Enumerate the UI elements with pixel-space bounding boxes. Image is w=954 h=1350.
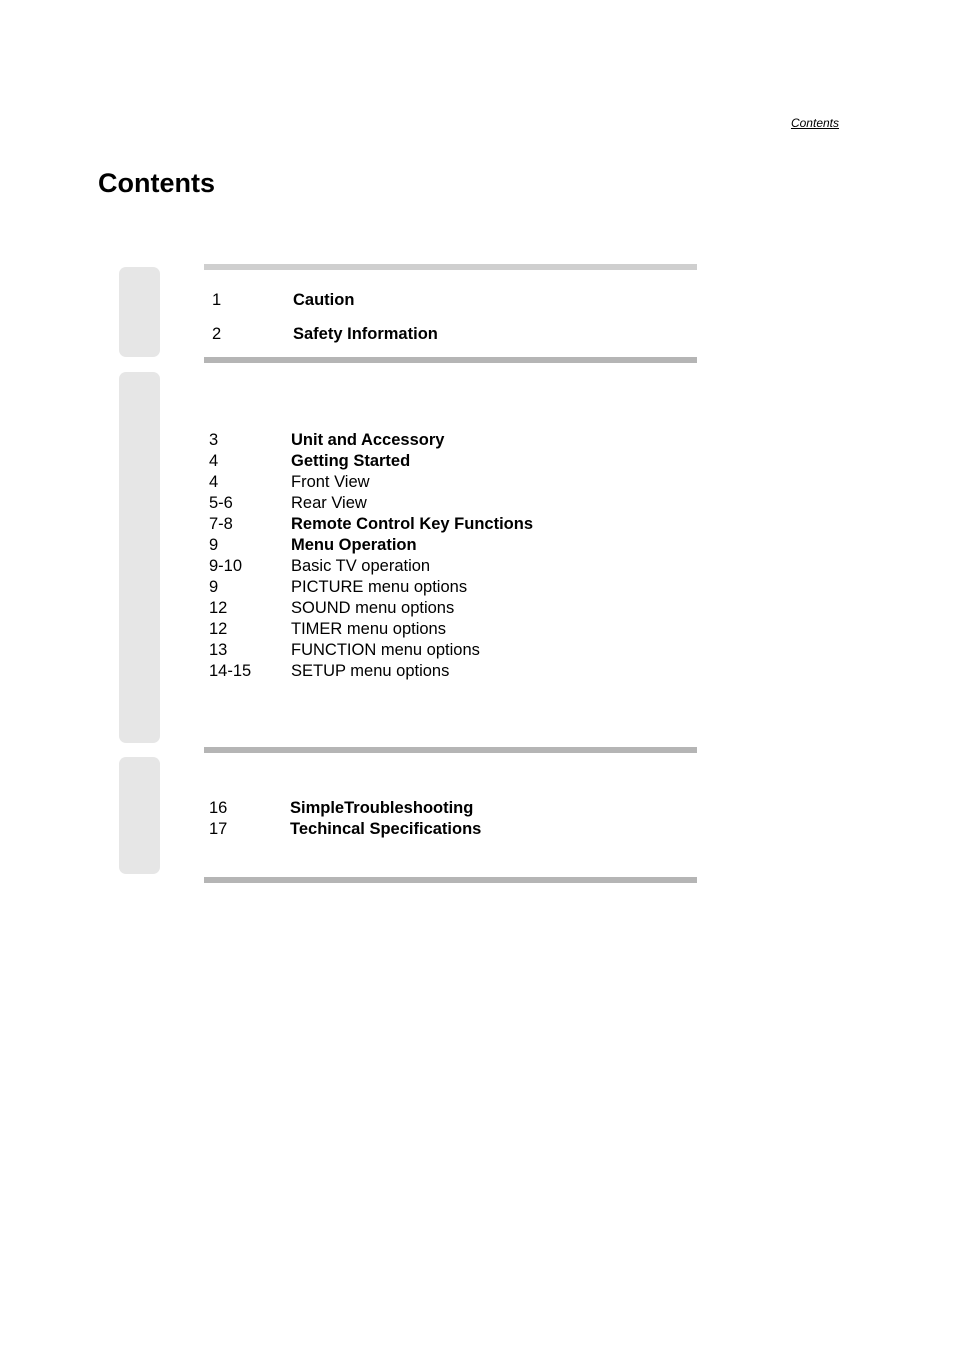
toc-entry-page: 9 (209, 578, 219, 596)
section-tab-2 (119, 372, 160, 743)
toc-entry-page: 3 (209, 431, 219, 449)
toc-entry-title: PICTURE menu options (291, 578, 468, 596)
section-rule-1 (204, 357, 697, 363)
toc-entry-title: Getting Started (291, 452, 411, 470)
page-title: Contents (98, 168, 215, 198)
toc-entry-title: TIMER menu options (291, 620, 446, 638)
toc-entry-title: Rear View (291, 494, 367, 512)
toc-entry-title: Techincal Specifications (290, 820, 482, 838)
toc-entry-page: 17 (209, 820, 228, 838)
toc-entry-title: FUNCTION menu options (291, 641, 480, 659)
toc-entry-page: 12 (209, 599, 228, 617)
toc-entry-page: 1 (212, 291, 222, 309)
toc-entry-title: SETUP menu options (291, 662, 450, 680)
toc-entry-title: Basic TV operation (291, 557, 431, 575)
toc-entry-title: Menu Operation (291, 536, 417, 554)
toc-entry-page: 16 (209, 799, 228, 817)
section-tab-1 (119, 267, 160, 357)
toc-entry-title: Remote Control Key Functions (291, 515, 534, 533)
toc-entry-page: 7-8 (209, 515, 233, 533)
toc-entry-page: 13 (209, 641, 228, 659)
toc-entry-page: 4 (209, 473, 219, 491)
toc-entry-title: Caution (293, 291, 355, 309)
toc-entry-page: 5-6 (209, 494, 233, 512)
toc-entry-title: SOUND menu options (291, 599, 455, 617)
section-tab-3 (119, 757, 160, 874)
toc-entry-page: 12 (209, 620, 228, 638)
section-rule-bottom (204, 877, 697, 883)
section-rule-top (204, 264, 697, 270)
running-header: Contents (790, 116, 839, 130)
toc-entry-page: 9-10 (209, 557, 243, 575)
toc-entry-page: 4 (209, 452, 219, 470)
toc-entry-title: Safety Information (293, 325, 438, 343)
toc-entry-title: SimpleTroubleshooting (290, 799, 474, 817)
toc-entry-page: 2 (212, 325, 222, 343)
toc-entry-title: Front View (291, 473, 370, 491)
section-rule-2 (204, 747, 697, 753)
toc-entry-title: Unit and Accessory (291, 431, 445, 449)
toc-entry-page: 14-15 (209, 662, 252, 680)
toc-entry-page: 9 (209, 536, 219, 554)
